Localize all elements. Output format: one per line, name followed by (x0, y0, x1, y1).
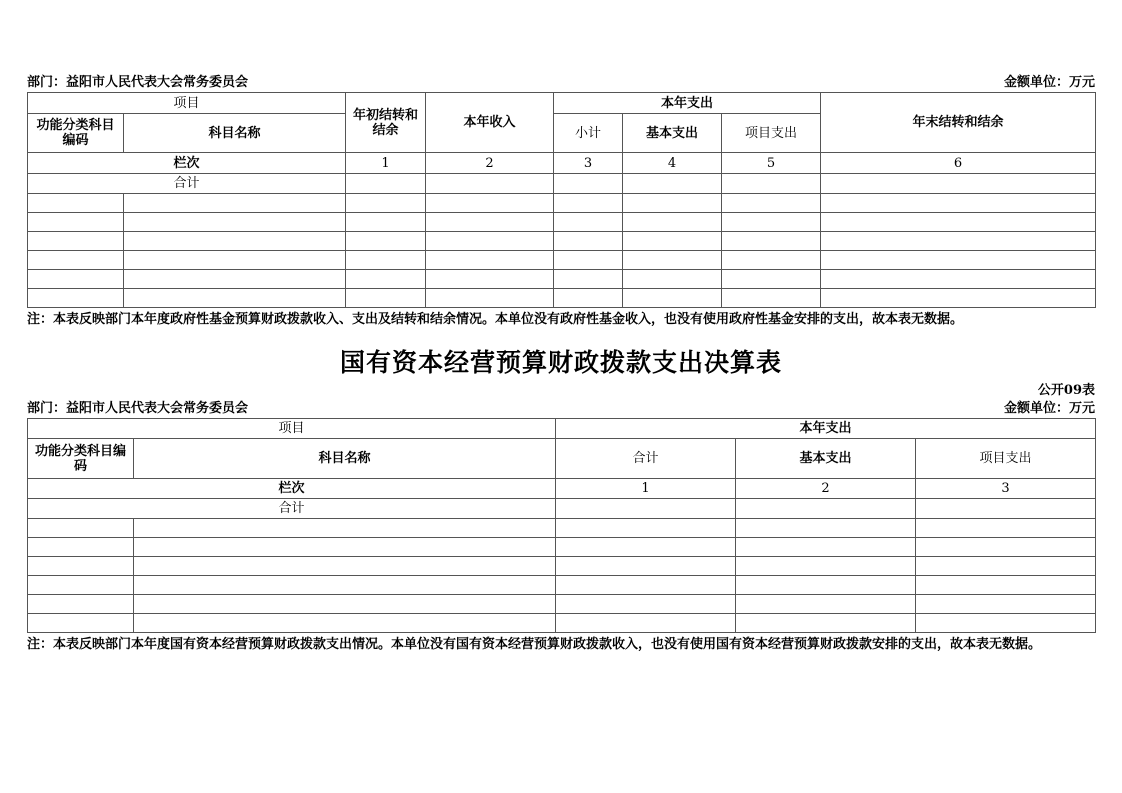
header-begin-balance: 年初结转和结余 (346, 93, 426, 153)
table-row (28, 595, 1096, 614)
header-expense: 本年支出 (556, 419, 1096, 439)
table-row (28, 538, 1096, 557)
government-fund-table (27, 92, 1096, 308)
unit-label-1: 金额单位：万元 (1003, 75, 1095, 90)
column-number-row (28, 479, 1096, 499)
col-number: 5 (722, 153, 821, 174)
table-row (28, 519, 1096, 538)
header-code: 功能分类科目编码 (28, 114, 124, 153)
col-number: 3 (554, 153, 623, 174)
col-number: 2 (426, 153, 554, 174)
table-row (28, 251, 1096, 270)
table-row (28, 232, 1096, 251)
header-expense: 本年支出 (554, 93, 821, 114)
col-number: 2 (736, 479, 916, 499)
header-end-balance: 年末结转和结余 (821, 93, 1096, 153)
table-row (28, 270, 1096, 289)
table-row (28, 289, 1096, 308)
unit-label-2: 金额单位：万元 (1003, 401, 1095, 416)
col-number: 1 (556, 479, 736, 499)
header-name: 科目名称 (124, 114, 346, 153)
note-1: 注：本表反映部门本年度政府性基金预算财政拨款收入、支出及结转和结余情况。本单位没有政府性基金收入，也没有使用政府性基金安排的支出，故本表无数据。 (27, 312, 964, 327)
state-capital-expense-table (27, 418, 1096, 633)
total-label: 合计 (28, 499, 556, 519)
row-label: 栏次 (28, 153, 346, 174)
total-label: 合计 (28, 174, 346, 194)
col-number: 4 (623, 153, 722, 174)
header-basic: 基本支出 (623, 114, 722, 153)
total-row (28, 499, 1096, 519)
note-2: 注：本表反映部门本年度国有资本经营预算财政拨款支出情况。本单位没有国有资本经营预算财政拨款收入，也没有使用国有资本经营预算财政拨款安排的支出，故本表无数据。 (27, 637, 1042, 652)
header-item: 项目 (28, 419, 556, 439)
table-row (28, 557, 1096, 576)
header-total: 合计 (556, 439, 736, 479)
header-name: 科目名称 (134, 439, 556, 479)
header-income: 本年收入 (426, 93, 554, 153)
header-code: 功能分类科目编码 (28, 439, 134, 479)
table-row (28, 576, 1096, 595)
col-number: 3 (916, 479, 1096, 499)
table-row (28, 194, 1096, 213)
table-row (28, 213, 1096, 232)
page-title: 国有资本经营预算财政拨款支出决算表 (339, 348, 782, 377)
header-item: 项目 (28, 93, 346, 114)
col-number: 1 (346, 153, 426, 174)
department-label-2: 部门：益阳市人民代表大会常务委员会 (27, 401, 249, 416)
table-row (28, 614, 1096, 633)
column-number-row (28, 153, 1096, 174)
header-basic: 基本支出 (736, 439, 916, 479)
header-project: 项目支出 (722, 114, 821, 153)
header-project: 项目支出 (916, 439, 1096, 479)
department-label-1: 部门：益阳市人民代表大会常务委员会 (27, 75, 249, 90)
total-row (28, 174, 1096, 194)
header-subtotal: 小计 (554, 114, 623, 153)
form-number: 公开09表 (1037, 383, 1095, 398)
row-label: 栏次 (28, 479, 556, 499)
col-number: 6 (821, 153, 1096, 174)
